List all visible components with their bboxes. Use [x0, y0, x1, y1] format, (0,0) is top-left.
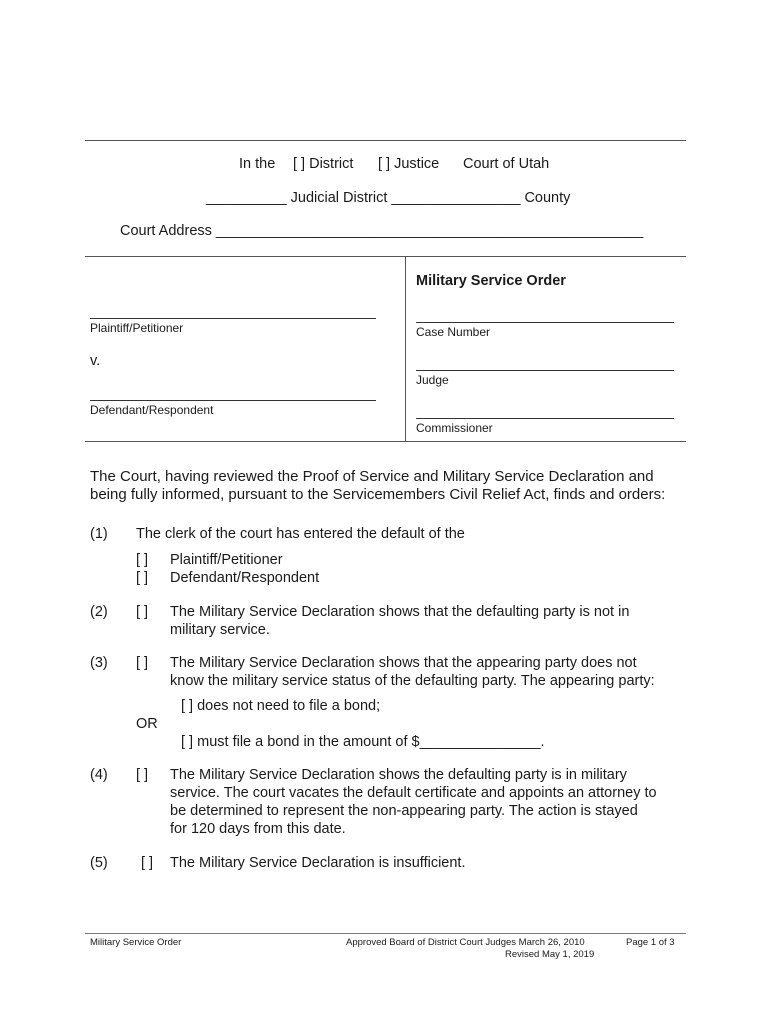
item-1-option-2-label: Defendant/Respondent — [170, 570, 320, 586]
commissioner-label: Commissioner — [416, 421, 493, 435]
item-4-line-3: be determined to represent the non-appearing party. The action is stayed — [170, 803, 638, 819]
item-1-option-1-label: Plaintiff/Petitioner — [170, 552, 283, 568]
item-1-text: The clerk of the court has entered the default of the — [136, 526, 465, 542]
footer-form-name: Military Service Order — [90, 937, 182, 948]
district-checkbox[interactable]: [ ] District — [293, 156, 354, 172]
item-4-number: (4) — [90, 767, 108, 783]
versus-label: v. — [90, 353, 101, 369]
item-4-line-4: for 120 days from this date. — [170, 821, 346, 837]
item-4-checkbox[interactable]: [ ] — [136, 767, 149, 783]
item-3-number: (3) — [90, 655, 108, 671]
caption-top-rule — [85, 256, 686, 257]
item-1-option-2-checkbox[interactable]: [ ] — [136, 570, 149, 586]
item-3-line-1: The Military Service Declaration shows that the appearing party does not — [170, 655, 637, 671]
item-5-checkbox[interactable]: [ ] — [141, 855, 154, 871]
item-1-option-1-checkbox[interactable]: [ ] — [136, 552, 149, 568]
item-2-checkbox[interactable]: [ ] — [136, 604, 149, 620]
item-3-checkbox[interactable]: [ ] — [136, 655, 149, 671]
judge-label: Judge — [416, 373, 449, 387]
item-1-number: (1) — [90, 526, 108, 542]
item-3-sub-option-1[interactable]: [ ] does not need to file a bond; — [181, 698, 381, 714]
top-rule — [85, 140, 686, 141]
document-title: Military Service Order — [416, 273, 566, 289]
footer-revised: Revised May 1, 2019 — [505, 949, 595, 960]
case-number-label: Case Number — [416, 325, 491, 339]
plaintiff-label: Plaintiff/Petitioner — [90, 321, 184, 335]
item-2-line-1: The Military Service Declaration shows that the defaulting party is not in — [170, 604, 630, 620]
intro-line-2: being fully informed, pursuant to the Servicemembers Civil Relief Act, finds and orders: — [90, 486, 666, 503]
item-4-line-2: service. The court vacates the default certificate and appoints an attorney to — [170, 785, 657, 801]
defendant-label: Defendant/Respondent — [90, 403, 214, 417]
plaintiff-signature-line[interactable] — [90, 318, 376, 319]
defendant-signature-line[interactable] — [90, 400, 376, 401]
item-2-number: (2) — [90, 604, 108, 620]
item-2-line-2: military service. — [170, 622, 270, 638]
header-in-the: In the — [239, 156, 276, 172]
footer-page-number: Page 1 of 3 — [626, 937, 675, 948]
item-3-sub-option-2[interactable]: [ ] must file a bond in the amount of $_______________. — [181, 734, 545, 750]
case-number-line[interactable] — [416, 322, 674, 323]
caption-divider — [405, 256, 406, 441]
caption-bottom-rule — [85, 441, 686, 442]
judge-line[interactable] — [416, 370, 674, 371]
justice-checkbox[interactable]: [ ] Justice — [378, 156, 440, 172]
court-address-line[interactable]: Court Address _____________________________________________________ — [120, 223, 644, 239]
item-4-line-1: The Military Service Declaration shows the defaulting party is in military — [170, 767, 627, 783]
commissioner-line[interactable] — [416, 418, 674, 419]
item-3-or-label: OR — [136, 716, 158, 732]
footer-rule — [85, 933, 686, 934]
item-3-line-2: know the military service status of the defaulting party. The appearing party: — [170, 673, 655, 689]
judicial-district-line[interactable]: __________ Judicial District ________________ County — [206, 190, 571, 206]
item-5-line-1: The Military Service Declaration is insufficient. — [170, 855, 466, 871]
header-court-of: Court of Utah — [463, 156, 550, 172]
item-5-number: (5) — [90, 855, 108, 871]
footer-approved: Approved Board of District Court Judges March 26, 2010 — [346, 937, 585, 948]
intro-line-1: The Court, having reviewed the Proof of Service and Military Service Declaration and — [90, 468, 654, 485]
